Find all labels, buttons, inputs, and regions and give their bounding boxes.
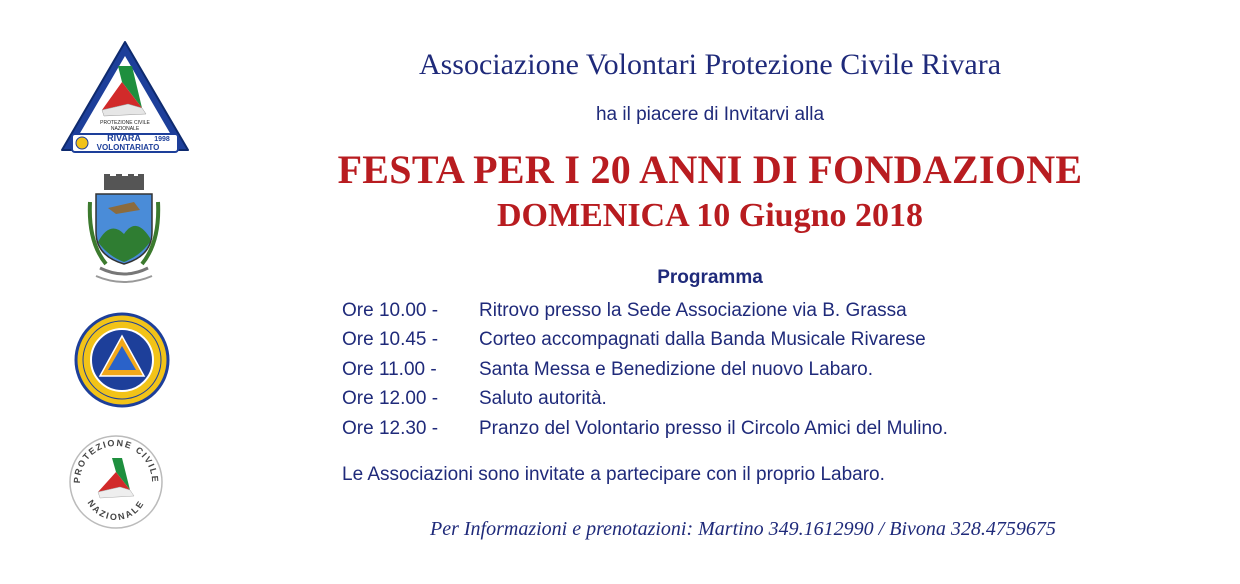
- schedule-description: Saluto autorità.: [479, 388, 607, 410]
- protezione-civile-nazionale-logo: [66, 432, 166, 532]
- schedule-row: [342, 385, 948, 415]
- schedule-description: Pranzo del Volontario presso il Circolo Amici del Mulino.: [479, 417, 948, 439]
- schedule-description: Ritrovo presso la Sede Associazione via B. Grassa: [479, 299, 907, 321]
- svg-text:PROTEZIONE CIVILE: PROTEZIONE CIVILE: [71, 437, 161, 484]
- schedule-row: [342, 296, 948, 326]
- schedule-description: Santa Messa e Benedizione del nuovo Labaro.: [479, 358, 873, 380]
- schedule-time: Ore 10.45 -: [342, 329, 439, 351]
- contact-info: Per Informazioni e prenotazioni: Martino 349.1612990 / Bivona 328.4759675: [430, 518, 1056, 540]
- invitation-subtitle: ha il piacere di Invitarvi alla: [595, 104, 825, 125]
- svg-text:NAZIONALE: NAZIONALE: [110, 126, 140, 132]
- schedule-description: Corteo accompagnati dalla Banda Musicale Rivarese: [479, 329, 926, 351]
- rivara-volontariato-logo: [58, 38, 192, 156]
- svg-text:PROTEZIONE CIVILE: PROTEZIONE CIVILE: [100, 120, 150, 126]
- schedule-row: [342, 355, 948, 385]
- schedule-row: [342, 326, 948, 356]
- association-title: Associazione Volontari Protezione Civile Rivara: [418, 48, 1002, 81]
- associations-note: Le Associazioni sono invitate a partecipare con il proprio Labaro.: [342, 464, 885, 485]
- schedule-time: Ore 10.00 -: [342, 299, 439, 321]
- svg-text:NAZIONALE: NAZIONALE: [85, 498, 147, 523]
- schedule-time: Ore 11.00 -: [342, 358, 437, 380]
- svg-text:RIVARA: RIVARA: [107, 133, 141, 143]
- schedule-time: Ore 12.30 -: [342, 417, 439, 439]
- schedule-row: [342, 414, 948, 444]
- svg-text:1998: 1998: [154, 136, 170, 143]
- event-date: DOMENICA 10 Giugno 2018: [497, 197, 923, 234]
- schedule-time: Ore 12.00 -: [342, 388, 439, 410]
- program-schedule: [342, 296, 948, 444]
- comune-coat-of-arms: [86, 172, 162, 290]
- program-title: Programma: [657, 267, 763, 288]
- coordinamento-badge-logo: [74, 312, 170, 408]
- svg-text:VOLONTARIATO: VOLONTARIATO: [96, 143, 160, 152]
- event-headline: FESTA PER I 20 ANNI DI FONDAZIONE: [337, 147, 1083, 192]
